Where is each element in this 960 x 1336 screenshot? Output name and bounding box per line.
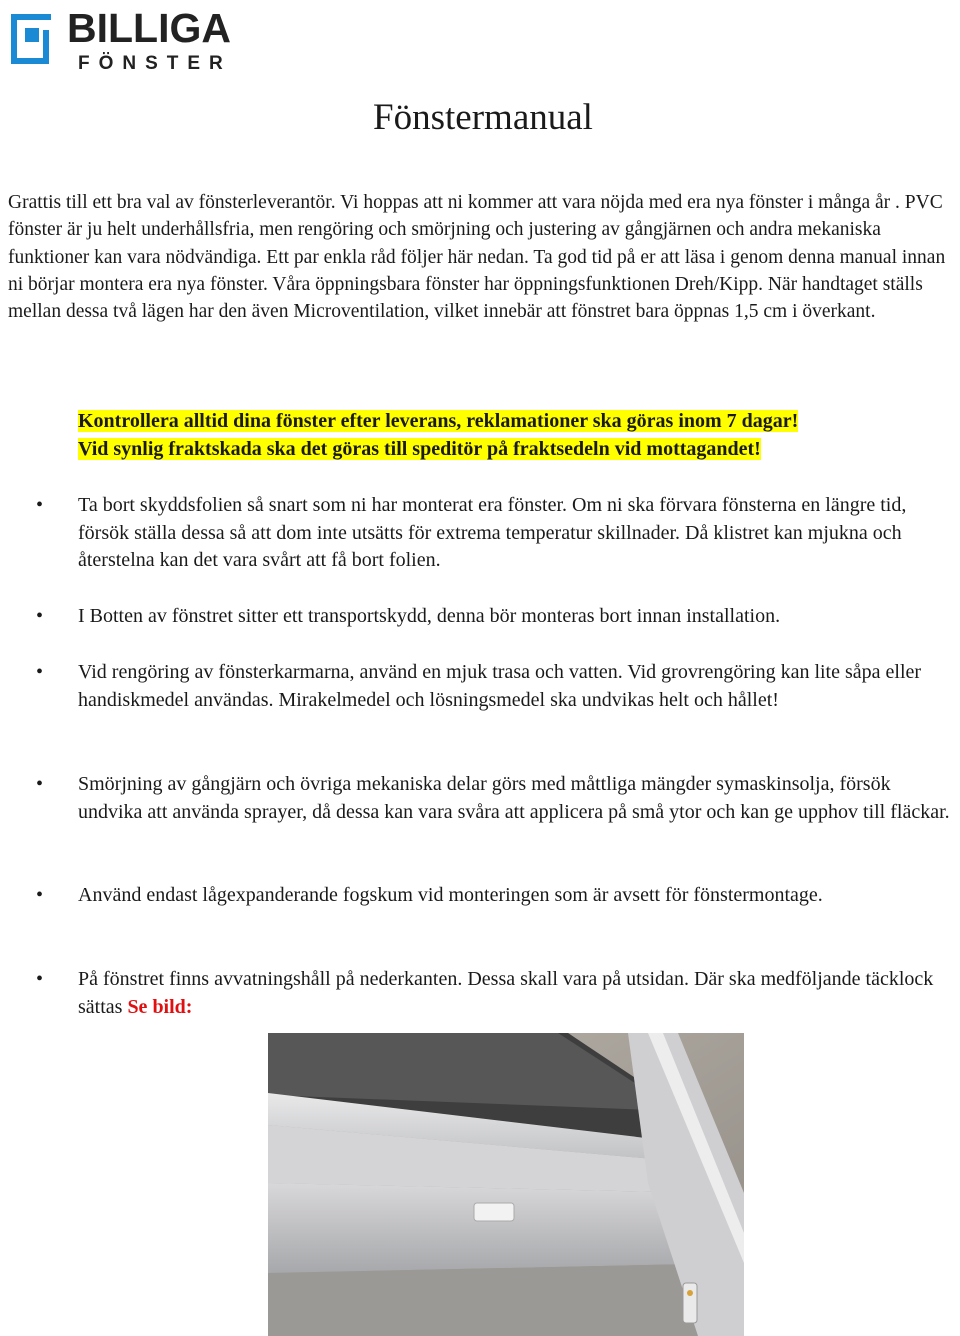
logo-subtitle: FÖNSTER — [78, 53, 232, 74]
page-title: Fönstermanual — [373, 97, 593, 138]
intro-paragraph: Grattis till ett bra val av fönsterleverantör. Vi hoppas att ni kommer att vara nöjda med era nya fönster i många år . PVC fönster är ju helt underhållsfria, men rengöring och smörjning och justering av gångjärnen och andra mekaniska funktioner kan vara nödvändiga. Ett par enkla råd följer här nedan. Ta god tid på er att läsa i genom denna manual innan ni börjar montera era nya fönster. Våra öppningsbara fönster har öppningsfunktionen Dreh/Kipp. När handtaget ställs mellan dessa två lägen har den även Microventilation, vilket innebär att fönstret bara öppnas 1,5 cm i överkant. — [8, 192, 946, 323]
logo-wordmark: BILLIGA — [67, 5, 231, 51]
bullet-icon: • — [36, 661, 44, 683]
window-photo-illustration — [268, 1033, 744, 1336]
list-item-text: Använd endast lågexpanderande fogskum vid monteringen som är avsett för fönstermontage. — [78, 884, 823, 906]
bullet-icon: • — [36, 494, 44, 516]
list-item-text: Smörjning av gångjärn och övriga mekaniska delar görs med måttliga mängder symaskinsolja, försök undvika att använda sprayer, då dessa kan vara svåra att applicera på små ytor och kan ge upphov till fläckar. — [78, 773, 950, 823]
warning-notice — [78, 408, 948, 463]
logo-frame-icon — [8, 10, 70, 72]
list-item-text — [78, 966, 958, 1021]
bullet-icon: • — [36, 605, 44, 627]
window-drainage-photo — [268, 1033, 744, 1336]
company-logo — [8, 5, 258, 74]
see-image-label: Se bild: — [127, 995, 193, 1018]
list-item-text: Vid rengöring av fönsterkarmarna, använd en mjuk trasa och vatten. Vid grovrengöring kan lite såpa eller handiskmedel användas. Mirakelmedel och lösningsmedel ska undvikas helt och hållet! — [78, 661, 922, 711]
warning-line-2: Vid synlig fraktskada ska det göras till speditör på fraktsedeln vid mottagandet! — [78, 437, 761, 460]
list-item-text: I Botten av fönstret sitter ett transportskydd, denna bör monteras bort innan installation. — [78, 605, 781, 627]
bullet-icon: • — [36, 968, 44, 990]
bullet-icon: • — [36, 773, 44, 795]
list-item-text: Ta bort skyddsfolien så snart som ni har monterat era fönster. Om ni ska förvara fönsterna en längre tid, försök ställa dessa så att dom inte utsätts för extrema temperatur skillnader. Då klistret kan mjukna och återstelna kan det vara svårt att få bort folien. — [78, 494, 907, 572]
bullet-icon: • — [36, 884, 44, 906]
warning-line-1: Kontrollera alltid dina fönster efter leverans, reklamationer ska göras inom 7 dagar! — [78, 410, 799, 432]
list-item-body: På fönstret finns avvatningshåll på nederkanten. Dessa skall vara på utsidan. Där ska medföljande täcklock sättas — [78, 968, 934, 1018]
